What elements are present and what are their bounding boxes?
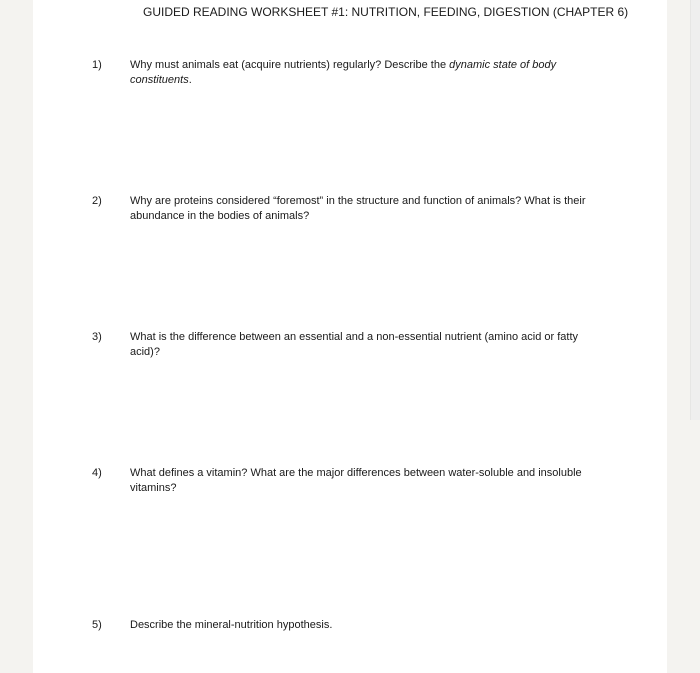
question-number: 2) <box>92 195 102 207</box>
question-number: 5) <box>92 619 102 631</box>
question-number: 4) <box>92 467 102 479</box>
page-title: GUIDED READING WORKSHEET #1: NUTRITION, FEEDING, DIGESTION (CHAPTER 6) <box>143 5 629 19</box>
question-text-part: Why must animals eat (acquire nutrients) regularly? Describe the <box>130 59 450 71</box>
question-text: What defines a vitamin? What are the major differences between water-soluble and insoluble vitamins? <box>130 467 582 494</box>
question-text: Why are proteins considered “foremost” in the structure and function of animals? What is their abundance in the bodies of animals? <box>130 195 586 222</box>
question-text-part: . <box>188 74 192 86</box>
question-text: What is the difference between an essential and a non-essential nutrient (amino acid or fatty acid)? <box>130 331 579 358</box>
question-text <box>130 58 610 88</box>
question-number: 3) <box>92 331 102 343</box>
question-text-emphasis: dynamic state of body constituents <box>130 59 557 86</box>
scroll-rail[interactable] <box>690 0 700 420</box>
worksheet-page <box>33 0 667 673</box>
question-number: 1) <box>92 59 102 71</box>
question-text: Describe the mineral-nutrition hypothesis. <box>130 619 333 631</box>
